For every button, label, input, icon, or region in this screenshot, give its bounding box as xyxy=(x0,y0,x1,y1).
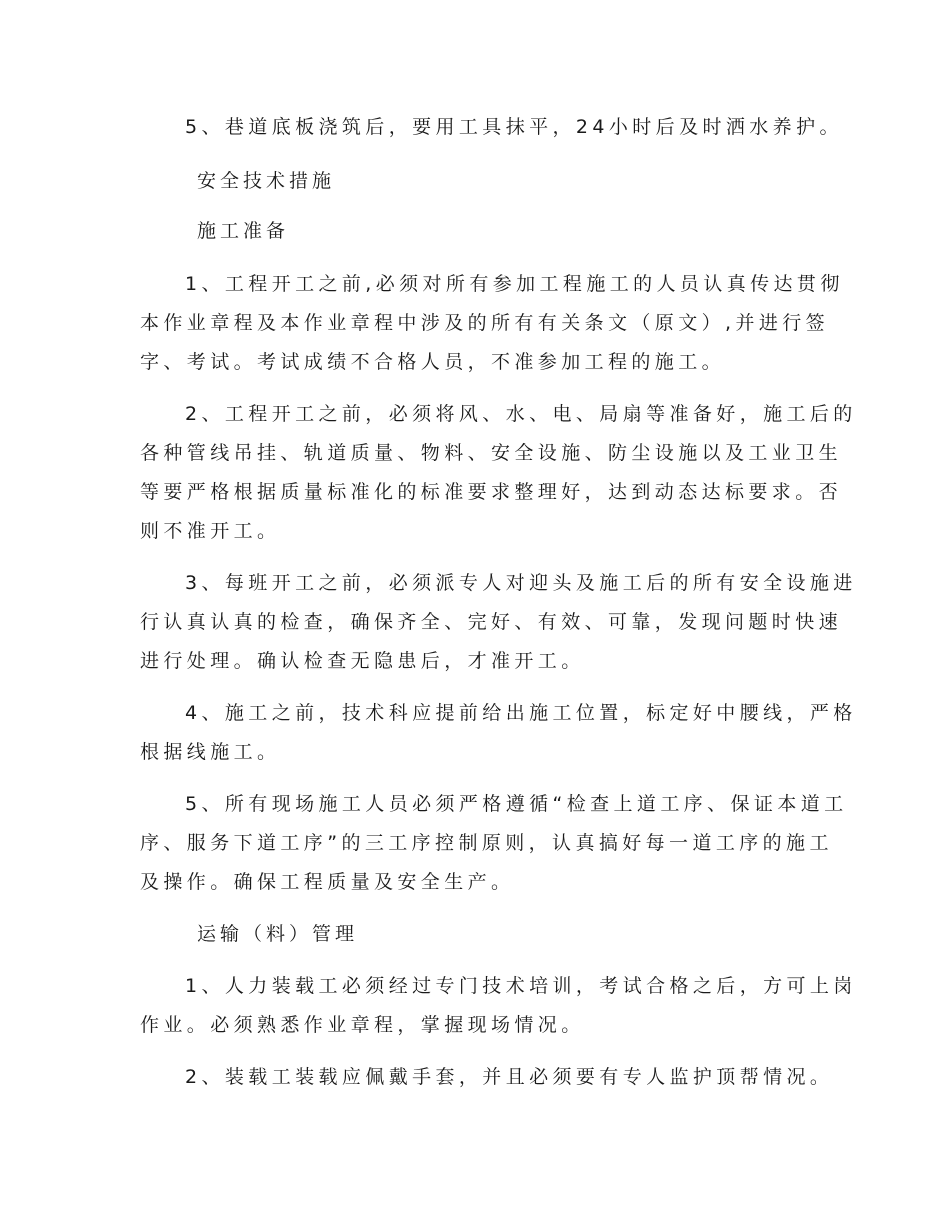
paragraph-line: 1、人力装载工必须经过专门技术培训，考试合格之后，方可上岗 xyxy=(185,975,857,997)
paragraph-line: 字、考试。考试成绩不合格人员，不准参加工程的施工。 xyxy=(140,351,726,373)
paragraph-line: 2、装载工装载应佩戴手套，并且必须要有专人监护顶帮情况。 xyxy=(185,1066,834,1088)
paragraph-line: 及操作。确保工程质量及安全生产。 xyxy=(140,871,515,893)
section-heading: 运输（料）管理 xyxy=(197,923,359,945)
section-heading: 施工准备 xyxy=(197,220,290,242)
section-heading: 安全技术措施 xyxy=(197,170,336,192)
paragraph-line: 1、工程开工之前,必须对所有参加工程施工的人员认真传达贯彻 xyxy=(185,273,844,295)
paragraph-line: 5、巷道底板浇筑后，要用工具抹平，24小时后及时洒水养护。 xyxy=(185,116,843,138)
paragraph-line: 3、每班开工之前，必须派专人对迎头及施工后的所有安全设施进 xyxy=(185,572,857,594)
paragraph-line: 序、服务下道工序”的三工序控制原则，认真搞好每一道工序的施工 xyxy=(140,832,833,854)
paragraph-line: 行认真认真的检查，确保齐全、完好、有效、可靠，发现问题时快速 xyxy=(140,611,843,633)
paragraph-line: 本作业章程及本作业章程中涉及的所有有关条文（原文）,并进行签 xyxy=(140,312,830,334)
paragraph-line: 2、工程开工之前，必须将风、水、电、局扇等准备好，施工后的 xyxy=(185,403,857,425)
paragraph-line: 进行处理。确认检查无隐患后，才准开工。 xyxy=(140,650,585,672)
paragraph-line: 5、所有现场施工人员必须严格遵循“检查上道工序、保证本道工 xyxy=(185,793,848,815)
paragraph-line: 各种管线吊挂、轨道质量、物料、安全设施、防尘设施以及工业卫生 xyxy=(140,442,843,464)
paragraph-line: 作业。必须熟悉作业章程，掌握现场情况。 xyxy=(140,1014,585,1036)
paragraph-line: 4、施工之前，技术科应提前给出施工位置，标定好中腰线，严格 xyxy=(185,702,857,724)
paragraph-line: 则不准开工。 xyxy=(140,520,281,542)
paragraph-line: 等要严格根据质量标准化的标准要求整理好，达到动态达标要求。否 xyxy=(140,481,843,503)
paragraph-line: 根据线施工。 xyxy=(140,741,281,763)
